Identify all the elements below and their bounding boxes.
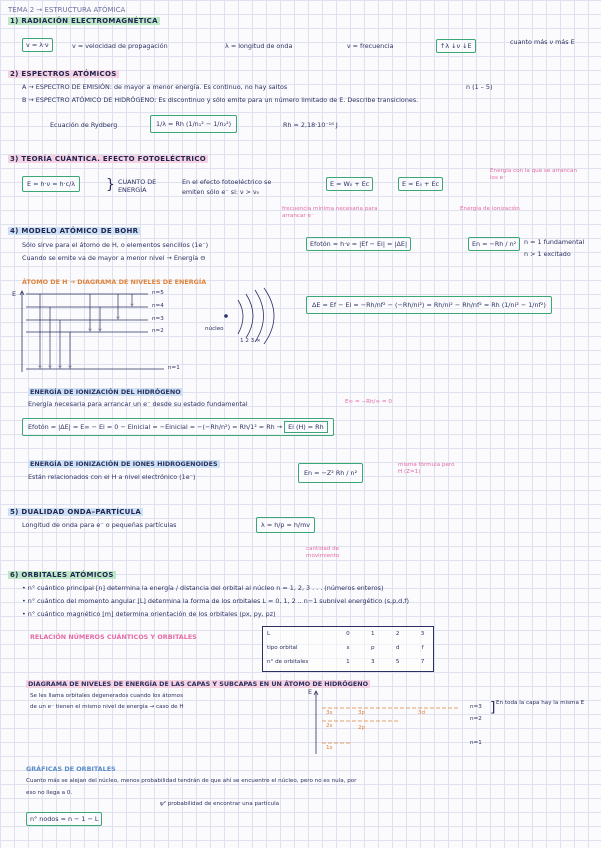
level-n3: n=3	[152, 316, 164, 322]
ground-state: n = 1 fundamental	[524, 238, 585, 246]
orbital-3d: 3d	[418, 710, 426, 716]
def-wavelength: λ = longitud de onda	[225, 42, 293, 50]
orbital-3s: 3s	[326, 710, 333, 716]
emission-spectrum: A → ESPECTRO DE EMISIÓN: de mayor a menor energía. Es continuo, no hay saltos	[22, 83, 288, 91]
de-broglie-formula: λ = h/p = h/mv	[256, 517, 315, 533]
ions-text: Están relacionados con el H a nivel electrónico (1e⁻)	[28, 473, 196, 481]
section-1-heading: 1) RADIACIÓN ELECTROMAGNÉTICA	[10, 17, 158, 25]
infinity-energy-note: E∞ = −Rh/∞ = 0	[345, 399, 392, 405]
orbital-1s: 1s	[326, 745, 333, 751]
photoelectric-text-2: emiten sólo e⁻ si: ν > ν₀	[182, 188, 260, 196]
quantum-table-cell: 0	[346, 630, 350, 637]
quantum-table-cell: 3	[420, 630, 425, 637]
quantum-table-cell: 1	[371, 630, 375, 637]
annotation-threshold: frecuencia mínima necesaria para arrancar e⁻	[282, 206, 378, 219]
nodes-formula: n° nodos = n − 1 − L	[26, 812, 102, 826]
excited-state: n > 1 excitado	[524, 250, 571, 258]
annotation-ionization: Energía de ionización	[460, 206, 520, 212]
section-2-heading: 2) ESPECTROS ATÓMICOS	[10, 70, 117, 78]
quantum-table-cell: L	[267, 630, 271, 637]
de-broglie-text: Longitud de onda para e⁻ o pequeñas partículas	[22, 521, 177, 529]
orbital-graphs-title: GRÁFICAS DE ORBITALES	[26, 765, 116, 773]
delta-energy-formula: ΔE = Ef − Ei = −Rh/nf² − (−Rh/ni²) = Rh/ni² − Rh/nf² = Rh (1/ni² − 1/nf²)	[306, 296, 552, 314]
level-n1: n=1	[168, 365, 180, 371]
same-energy-note: En toda la capa hay la misma E	[496, 700, 585, 706]
hydrogenoid-formula: En = −Z² Rh / n²	[298, 463, 363, 483]
ionization-heading: ENERGÍA DE IONIZACIÓN DEL HIDRÓGENO	[30, 388, 181, 396]
probability-note: ψ² probabilidad de encontrar una partícula	[160, 801, 280, 807]
level-n4: n=4	[152, 303, 164, 309]
rydberg-formula: 1/λ = Rh (1/n₁² − 1/n₂²)	[150, 115, 237, 133]
svg-text:]: ]	[490, 700, 496, 716]
quantum-label: CUANTO DE ENERGÍA	[118, 178, 157, 194]
principal-quantum-number: • n° cuántico principal [n] determina la energía / distancia del orbital al núcleo n = 1, 2, 3 . . . (números enteros)	[22, 584, 384, 592]
magnetic-quantum-number: • n° cuántico magnético [m] determina orientación de los orbitales (px, py, pz)	[22, 610, 276, 618]
level-energy-formula: En = −Rh / n²	[468, 237, 520, 251]
level-n2: n=2	[152, 328, 164, 334]
ionization-formula: Efotón = |ΔE| = E∞ − Ei = 0 − Einicial = −Einicial = −(−Rh/n²) = Rh/1² = Rh → Ei (H) = Rh	[22, 418, 334, 436]
orbital-graphs-text-1: Cuanto más se alejan del núcleo, menos probabilidad tendrán de que ahí se encuentre el núcleo, pero no es nula, por	[26, 778, 357, 784]
wave-formula: v = λ·ν	[22, 38, 53, 52]
nucleus-label: núcleo	[205, 326, 224, 332]
angular-quantum-number: • n° cuántico del momento angular [L] determina la forma de los orbitales L = 0, 1, 2 .. n−1 subnivel energético (s,p,d,f)	[22, 597, 410, 605]
bohr-text-1: Sólo sirve para el átomo de H, o elementos sencillos (1e⁻)	[22, 241, 209, 249]
planck-formula: E = h·ν = h·c/λ	[22, 176, 80, 192]
annotation-kinetic: Energía con la que se arrancan los e⁻	[490, 168, 578, 181]
bohr-text-2: Cuando se emite va de mayor a menor nivel → Energía ⊖	[22, 254, 206, 262]
section-4-heading: 4) MODELO ATÓMICO DE BOHR	[10, 227, 139, 235]
page-title: TEMA 2 → ESTRUCTURA ATÓMICA	[8, 6, 126, 14]
brace: }	[106, 177, 115, 193]
energy-axis-label: E	[12, 290, 17, 298]
relation-title: RELACIÓN NÚMEROS CUÁNTICOS Y ORBITALES	[30, 633, 197, 641]
ionization-text: Energía necesaria para arrancar un e⁻ desde su estado fundamental	[28, 400, 248, 408]
quantum-table-cell: 5	[395, 658, 400, 665]
hydrogen-spectrum: B → ESPECTRO ATÓMICO DE HIDRÓGENO: Es discontinuo y sólo emite para un número limitado de E. Describe transiciones.	[22, 96, 419, 104]
section-5-heading: 5) DUALIDAD ONDA–PARTÍCULA	[10, 508, 142, 516]
quantum-table-cell: s	[346, 644, 350, 651]
orbital-3p: 3p	[358, 710, 366, 716]
n-range: n (1 – 5)	[466, 83, 493, 91]
trend-arrows: ↑λ ↓ν ↓E	[436, 39, 476, 53]
photon-energy-formula: Efotón = h·ν = |Ef − Ei| = |ΔE|	[306, 237, 411, 251]
energy-levels	[26, 294, 164, 369]
quantum-table-cell: 7	[420, 658, 425, 665]
ions-heading: ENERGÍA DE IONIZACIÓN DE IONES HIDROGENOIDES	[30, 460, 218, 468]
degenerate-text-1: Se les llama orbitales degenerados cuando los átomos	[30, 693, 183, 699]
quantum-table-cell: n° de orbitales	[267, 658, 309, 665]
hydrogen-diagram-title: DIAGRAMA DE NIVELES DE ENERGÍA DE LAS CAPAS Y SUBCAPAS EN UN ÁTOMO DE HIDRÓGENO	[28, 680, 369, 688]
subshell-energy-axis: E	[308, 688, 313, 696]
def-frequency: ν = frecuencia	[347, 42, 394, 50]
momentum-note: cantidad de movimiento	[306, 546, 340, 559]
quantum-table-cell: 1	[346, 658, 350, 665]
orbit-arcs	[238, 288, 274, 344]
ionization-eq: E = E₀ + Ec	[398, 177, 443, 191]
orbital-graphs-text-2: eso no llega a 0.	[26, 790, 73, 796]
transition-arrows	[40, 294, 132, 367]
hydrogenoid-note: misma fórmula pero H (Z=1)	[398, 462, 455, 475]
def-velocity: v = velocidad de propagación	[72, 42, 168, 50]
section-3-heading: 3) TEORÍA CUÁNTICA. EFECTO FOTOELÉCTRICO	[10, 155, 207, 163]
quantum-table-cell: p	[371, 644, 375, 651]
energy-diagram-title: ÁTOMO DE H → DIAGRAMA DE NIVELES DE ENERGÍA	[22, 278, 207, 286]
rydberg-constant: Rh = 2,18·10⁻¹⁸ J	[283, 121, 338, 129]
rydberg-label: Ecuación de Rydberg	[50, 121, 118, 129]
degenerate-text-2: de un e⁻ tienen el mismo nivel de energía → caso de H	[30, 704, 184, 710]
shell-n2: n=2	[470, 716, 482, 722]
shell-n3: n=3	[470, 704, 482, 710]
orbital-2s: 2s	[326, 723, 333, 729]
trend-note: cuanto más ν más E	[510, 38, 575, 46]
quantum-table-cell: tipo orbital	[267, 644, 298, 651]
work-function-eq: E = W₀ + Ec	[326, 177, 373, 191]
quantum-table-cell: d	[395, 644, 400, 651]
section-6-heading: 6) ORBITALES ATÓMICOS	[10, 571, 114, 579]
quantum-table-cell: 3	[371, 658, 375, 665]
orbit-numbers: 1 2 3 ∞	[240, 338, 261, 344]
quantum-table-cell: 2	[395, 630, 400, 637]
orbital-2p: 2p	[358, 725, 366, 731]
photoelectric-text-1: En el efecto fotoeléctrico se	[182, 178, 272, 186]
shell-n1: n=1	[470, 740, 482, 746]
quantum-table-cell: f	[421, 644, 424, 651]
nucleus-dot	[224, 314, 228, 318]
level-n5: n=5	[152, 290, 164, 296]
